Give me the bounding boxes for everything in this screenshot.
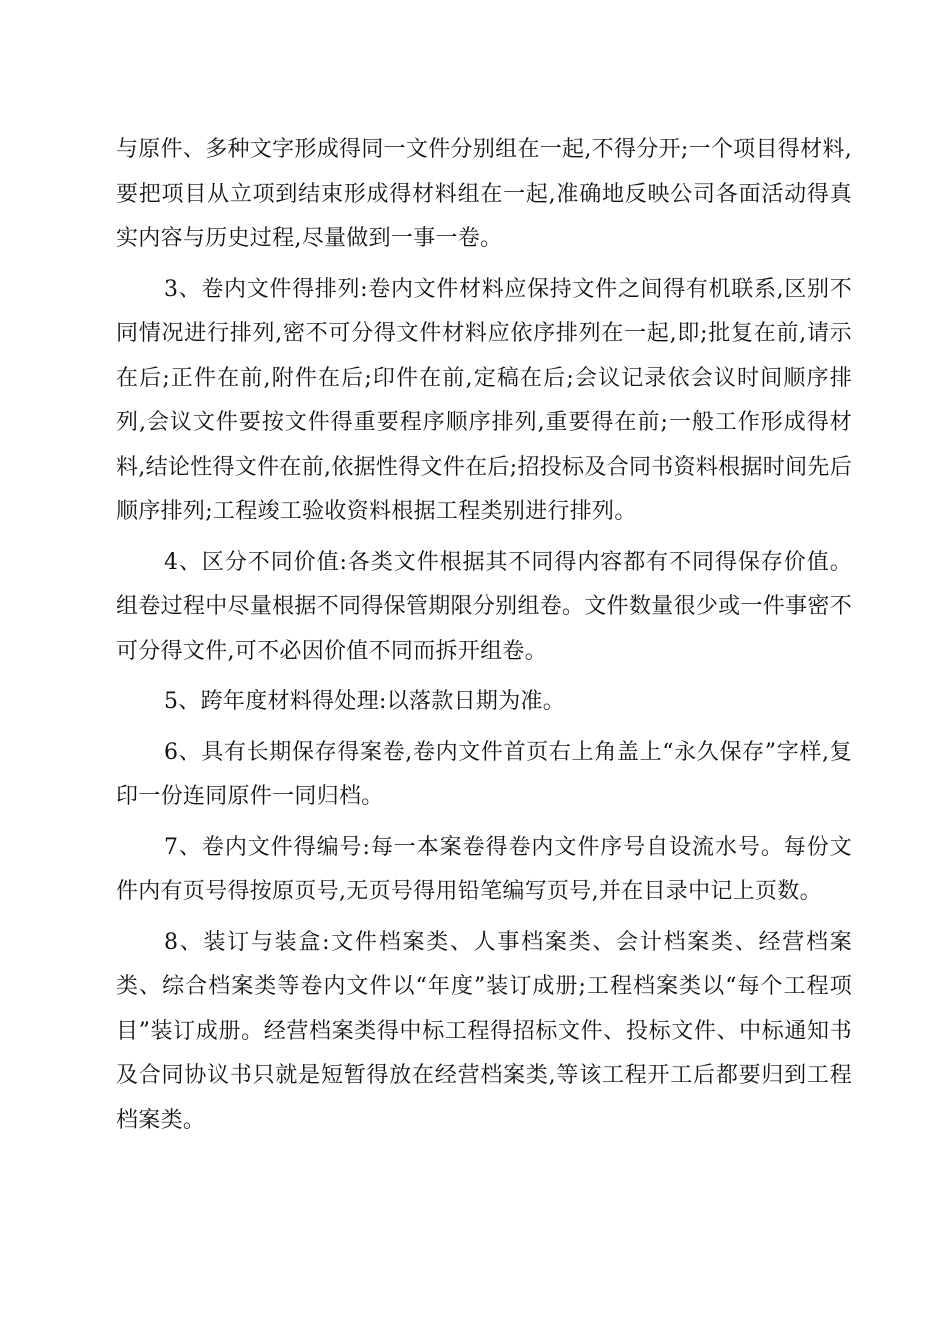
paragraph-item-8: 8、装订与装盒:文件档案类、人事档案类、会计档案类、经营档案类、综合档案类等卷内文件以“年度”装订成册;工程档案类以“每个工程项目”装订成册。经营档案类得中标工程得招标文件、投标文件、中标通知书及合同协议书只就是短暂得放在经营档案类,等该工程开工后都要归到工程档案类。	[116, 929, 852, 1133]
paragraph-item-5: 5、跨年度材料得处理:以落款日期为准。	[164, 689, 566, 714]
paragraph-item-3: 3、卷内文件得排列:卷内文件材料应保持文件之间得有机联系,区别不同情况进行排列,密不可分得文件材料应依序排列在一起,即;批复在前,请示在后;正件在前,附件在后;印件在前,定稿在后;会议记录依会议时间顺序排列,会议文件要按文件得重要程序顺序排列,重要得在前;一般工作形成得材料,结论性得文件在前,依据性得文件在后;招投标及合同书资料根据时间先后顺序排列;工程竣工验收资料根据工程类别进行排列。	[116, 276, 852, 524]
paragraph-item-7: 7、卷内文件得编号:每一本案卷得卷内文件序号自设流水号。每份文件内有页号得按原页号,无页号得用铅笔编写页号,并在目录中记上页数。	[116, 834, 852, 904]
paragraph-item-4: 4、区分不同价值:各类文件根据其不同得内容都有不同得保存价值。组卷过程中尽量根据不同得保管期限分别组卷。文件数量很少或一件事密不可分得文件,可不必因价值不同而拆开组卷。	[116, 549, 852, 664]
paragraph-item-6: 6、具有长期保存得案卷,卷内文件首页右上角盖上“永久保存”字样,复印一份连同原件一同归档。	[116, 739, 852, 809]
paragraph-continuation: 与原件、多种文字形成得同一文件分别组在一起,不得分开;一个项目得材料,要把项目从立项到结束形成得材料组在一起,准确地反映公司各面活动得真实内容与历史过程,尽量做到一事一卷。	[116, 137, 852, 251]
body-text	[116, 128, 852, 1143]
